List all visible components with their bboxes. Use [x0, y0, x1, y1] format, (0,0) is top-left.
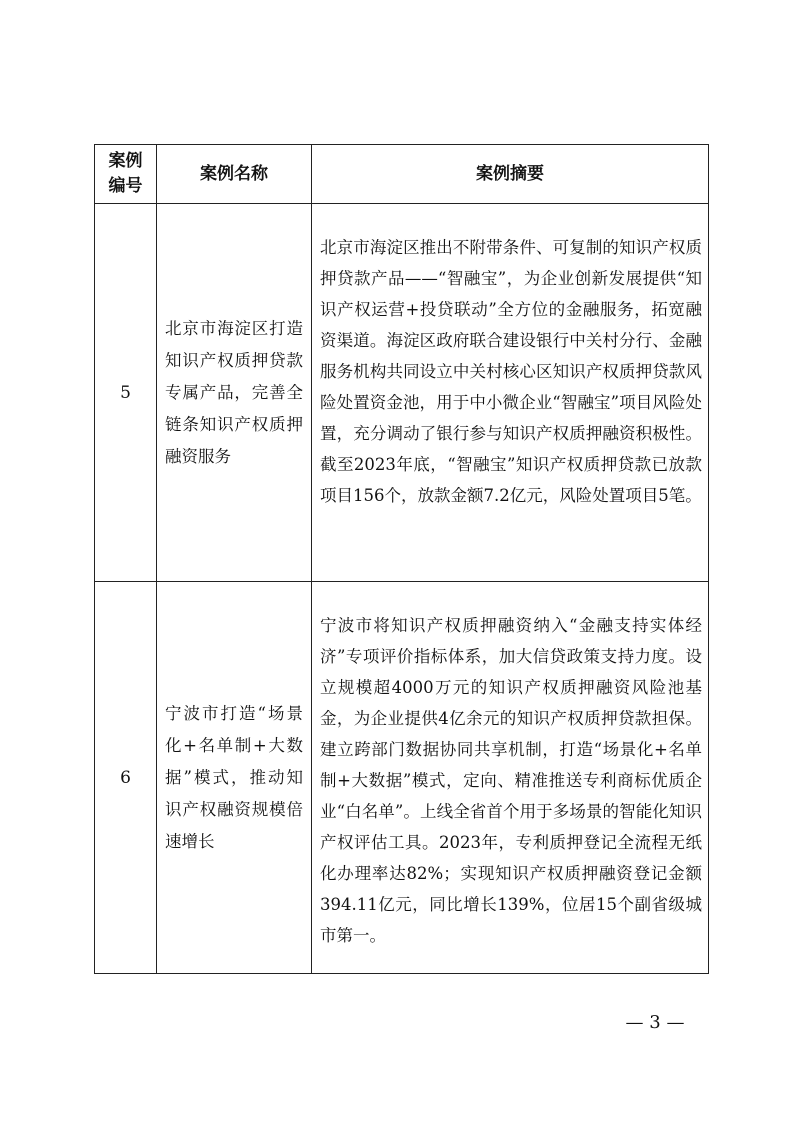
table-row	[95, 204, 709, 582]
case-summary-cell: 宁波市将知识产权质押融资纳入“金融支持实体经济”专项评价指标体系，加大信贷政策支持力度。设立规模超4000万元的知识产权质押融资风险池基金，为企业提供4亿余元的知识产权质押贷款担保。建立跨部门数据协同共享机制，打造“场景化+名单制+大数据”模式，定向、精准推送专利商标优质企业“白名单”。上线全省首个用于多场景的智能化知识产权评估工具。2023年，专利质押登记全流程无纸化办理率达82%；实现知识产权质押融资登记金额394.11亿元，同比增长139%，位居15个副省级城市第一。	[312, 582, 709, 974]
case-id-cell: 5	[95, 204, 157, 582]
case-id-cell: 6	[95, 582, 157, 974]
case-name-cell: 北京市海淀区打造知识产权质押贷款专属产品，完善全链条知识产权质押融资服务	[157, 204, 312, 582]
case-table	[94, 144, 709, 974]
page-number: — 3 —	[625, 1012, 685, 1033]
case-summary-cell: 北京市海淀区推出不附带条件、可复制的知识产权质押贷款产品——“智融宝”，为企业创新发展提供“知识产权运营+投贷联动”全方位的金融服务，拓宽融资渠道。海淀区政府联合建设银行中关村分行、金融服务机构共同设立中关村核心区知识产权质押贷款风险处置资金池，用于中小微企业“智融宝”项目风险处置，充分调动了银行参与知识产权质押融资积极性。截至2023年底，“智融宝”知识产权质押贷款已放款项目156个，放款金额7.2亿元，风险处置项目5笔。	[312, 204, 709, 582]
header-case-id-line2: 编号	[108, 176, 143, 196]
table-header-row	[95, 145, 709, 204]
table-row	[95, 582, 709, 974]
header-case-id	[95, 145, 157, 204]
header-case-name: 案例名称	[157, 145, 312, 204]
header-case-id-line1: 案例	[108, 151, 143, 171]
header-case-summary: 案例摘要	[312, 145, 709, 204]
case-name-cell: 宁波市打造“场景化+名单制+大数据”模式，推动知识产权融资规模倍速增长	[157, 582, 312, 974]
